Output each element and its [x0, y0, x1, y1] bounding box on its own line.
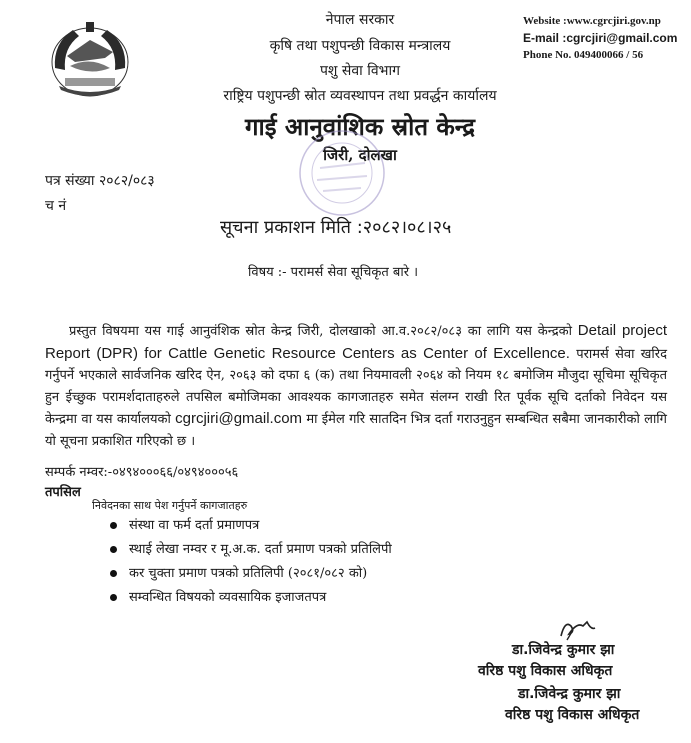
signatory-name: डा.जिवेन्द्र कुमार झा — [512, 642, 615, 658]
list-item — [110, 514, 392, 538]
document-label: स्थाई लेखा नम्वर र मू.अ.क. दर्ता प्रमाण पत्रको प्रतिलिपी — [129, 542, 392, 557]
signatory-title: वरिष्ठ पशु विकास अधिकृत — [478, 663, 613, 679]
body-text-dpr-title: Detail project Report (DPR) for Cattle Genetic Resource Centers as Center of Excellence. — [45, 322, 667, 362]
annex-title: तपसिल — [45, 485, 81, 500]
body-text-part4: मा ईमेल गरि सातदिन भित्र दर्ता गराउनुहुन सम्बन्धित सबैमा जानकारीको लागि यो सूचना प्रकाशित गरिएको छ । — [45, 412, 667, 449]
notice-publish-date: सूचना प्रकाशन मिति :२०८२।०८।२५ — [220, 217, 452, 238]
body-text-part1: प्रस्तुत विषयमा यस गाई आनुवंशिक स्रोत केन्द्र जिरी, दोलखाको आ.व.२०८२/०८३ का लागि यस केन्द्रको — [69, 324, 578, 339]
header-ministry: कृषि तथा पशुपन्छी विकास मन्त्रालय — [269, 38, 451, 54]
list-item — [110, 538, 392, 562]
required-documents-heading: निवेदनका साथ पेश गर्नुपर्ने कागजातहरु — [92, 499, 248, 512]
header-government: नेपाल सरकार — [325, 12, 395, 28]
notice-body-paragraph — [45, 320, 667, 452]
subject-line: विषय :- परामर्स सेवा सूचिकृत बारे । — [248, 265, 419, 280]
stamp-signatory-name: डा.जिवेन्द्र कुमार झा — [518, 686, 621, 702]
office-location: जिरी, दोलखा — [323, 146, 397, 164]
body-text-part3: परामर्स सेवा खरिद गर्नुपर्ने भएकाले सार्वजनिक खरिद ऐन, २०६३ को दफा ६ (क) तथा नियमावली २०६४ को नियम १८ बमोजिम मौजुदा सूचिमा सूचिकृत हुन ईच्छुक परामर्शदाताहरुले तपसिल बमोजिमका आवश्यक कागजातहरु समेत संलग्न राखी रित पूर्वक सूचि दर्ताको निवेदन यस केन्द्रमा वा यस कार्यालयको — [45, 346, 667, 427]
required-documents-list — [110, 514, 392, 610]
nepal-emblem-logo — [45, 18, 135, 100]
header-office: राष्ट्रिय पशुपन्छी स्रोत व्यवस्थापन तथा प्रवर्द्धन कार्यालय — [223, 88, 497, 104]
bullet-icon — [110, 546, 117, 553]
body-email-link[interactable]: cgrcjiri@gmail.com — [175, 410, 303, 427]
bullet-icon — [110, 522, 117, 529]
list-item — [110, 586, 392, 610]
office-seal-stamp — [285, 128, 400, 218]
document-label: कर चुक्ता प्रमाण पत्रको प्रतिलिपी (२०८१/०८२ को) — [129, 566, 368, 581]
bullet-icon — [110, 594, 117, 601]
email-link[interactable]: E-mail :cgrcjiri@gmail.com — [523, 31, 678, 45]
website-link[interactable]: Website :www.cgrcjiri.gov.np — [523, 15, 661, 27]
handwritten-signature — [557, 616, 597, 642]
contact-block — [523, 13, 677, 64]
stamp-signatory-title: वरिष्ठ पशु विकास अधिकृत — [505, 707, 640, 723]
header-department: पशु सेवा विभाग — [319, 63, 400, 79]
list-item — [110, 562, 392, 586]
document-label: सम्वन्धित विषयको व्यवसायिक इजाजतपत्र — [129, 590, 327, 605]
phone-number: Phone No. 049400066 / 56 — [523, 49, 644, 61]
letter-number: पत्र संख्या २०८२/०८३ — [45, 173, 155, 189]
contact-numbers: सम्पर्क नम्वर:-०४९४०००६६/०४९४०००५६ — [45, 465, 239, 480]
document-label: संस्था वा फर्म दर्ता प्रमाणपत्र — [129, 518, 260, 533]
office-name-title: गाई आनुवांशिक स्रोत केन्द्र — [245, 113, 475, 141]
bullet-icon — [110, 570, 117, 577]
dispatch-number: च नं — [45, 198, 67, 214]
